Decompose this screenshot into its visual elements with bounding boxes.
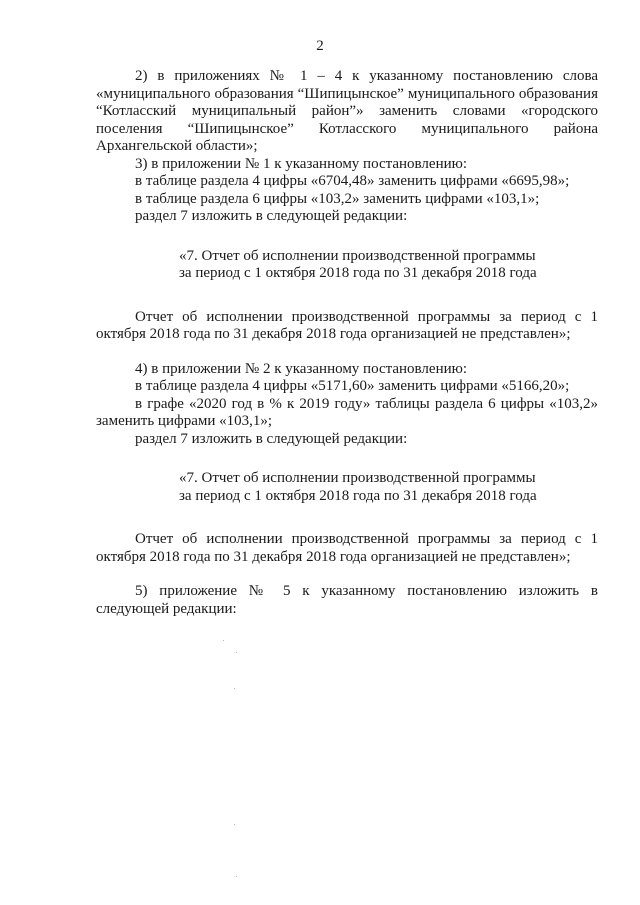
document-body — [96, 68, 598, 618]
section-7-heading-2 — [96, 470, 598, 505]
paragraph-item-4-section7: раздел 7 изложить в следующей редакции: — [135, 430, 408, 447]
heading-line-2: за период с 1 октября 2018 года по 31 декабря 2018 года — [179, 487, 537, 504]
paragraph-item-3-section7: раздел 7 изложить в следующей редакции: — [135, 208, 408, 224]
paragraph-item-4-table6: в графе «2020 год в % к 2019 году» таблицы раздела 6 цифры «103,2» заменить цифрами «103,1»; — [96, 395, 598, 429]
scan-speck — [234, 824, 235, 825]
heading-line-1: «7. Отчет об исполнении производственной программы — [179, 247, 536, 264]
paragraph-item-3-table4: в таблице раздела 4 цифры «6704,48» заменить цифрами «6695,98»; — [135, 173, 570, 189]
page-number: 2 — [316, 38, 324, 54]
paragraph-item-5: 5) приложение № 5 к указанному постановлению изложить в следующей редакции: — [96, 583, 598, 617]
paragraph-item-3: 3) в приложении № 1 к указанному постановлению: — [135, 155, 467, 172]
heading-line-1: «7. Отчет об исполнении производственной программы — [179, 470, 536, 486]
paragraph-item-3-table6: в таблице раздела 6 цифры «103,2» заменить цифрами «103,1»; — [135, 190, 540, 207]
scan-speck — [236, 652, 237, 653]
scan-speck — [236, 876, 237, 877]
section-7-heading-1 — [96, 248, 598, 283]
paragraph-item-4: 4) в приложении № 2 к указанному постановлению: — [135, 360, 467, 377]
heading-line-2: за период с 1 октября 2018 года по 31 декабря 2018 года — [179, 265, 537, 281]
report-text-1: Отчет об исполнении производственной программы за период с 1 октября 2018 года по 31 декабря 2018 года организацией не представлен»; — [96, 308, 598, 342]
paragraph-item-2: 2) в приложениях № 1 – 4 к указанному постановлению слова «муниципального образования “Шипицынское” муниципального образования “Котласский муниципальный район”» заменить словами «городского поселения “Шипицынское” Котласского муниципального района Архангельской области»; — [96, 68, 598, 154]
scan-speck — [234, 688, 235, 689]
paragraph-item-4-table4: в таблице раздела 4 цифры «5171,60» заменить цифрами «5166,20»; — [135, 378, 570, 394]
scan-speck — [223, 640, 224, 641]
report-text-2: Отчет об исполнении производственной программы за период с 1 октября 2018 года по 31 декабря 2018 года организацией не представлен»; — [96, 531, 598, 565]
